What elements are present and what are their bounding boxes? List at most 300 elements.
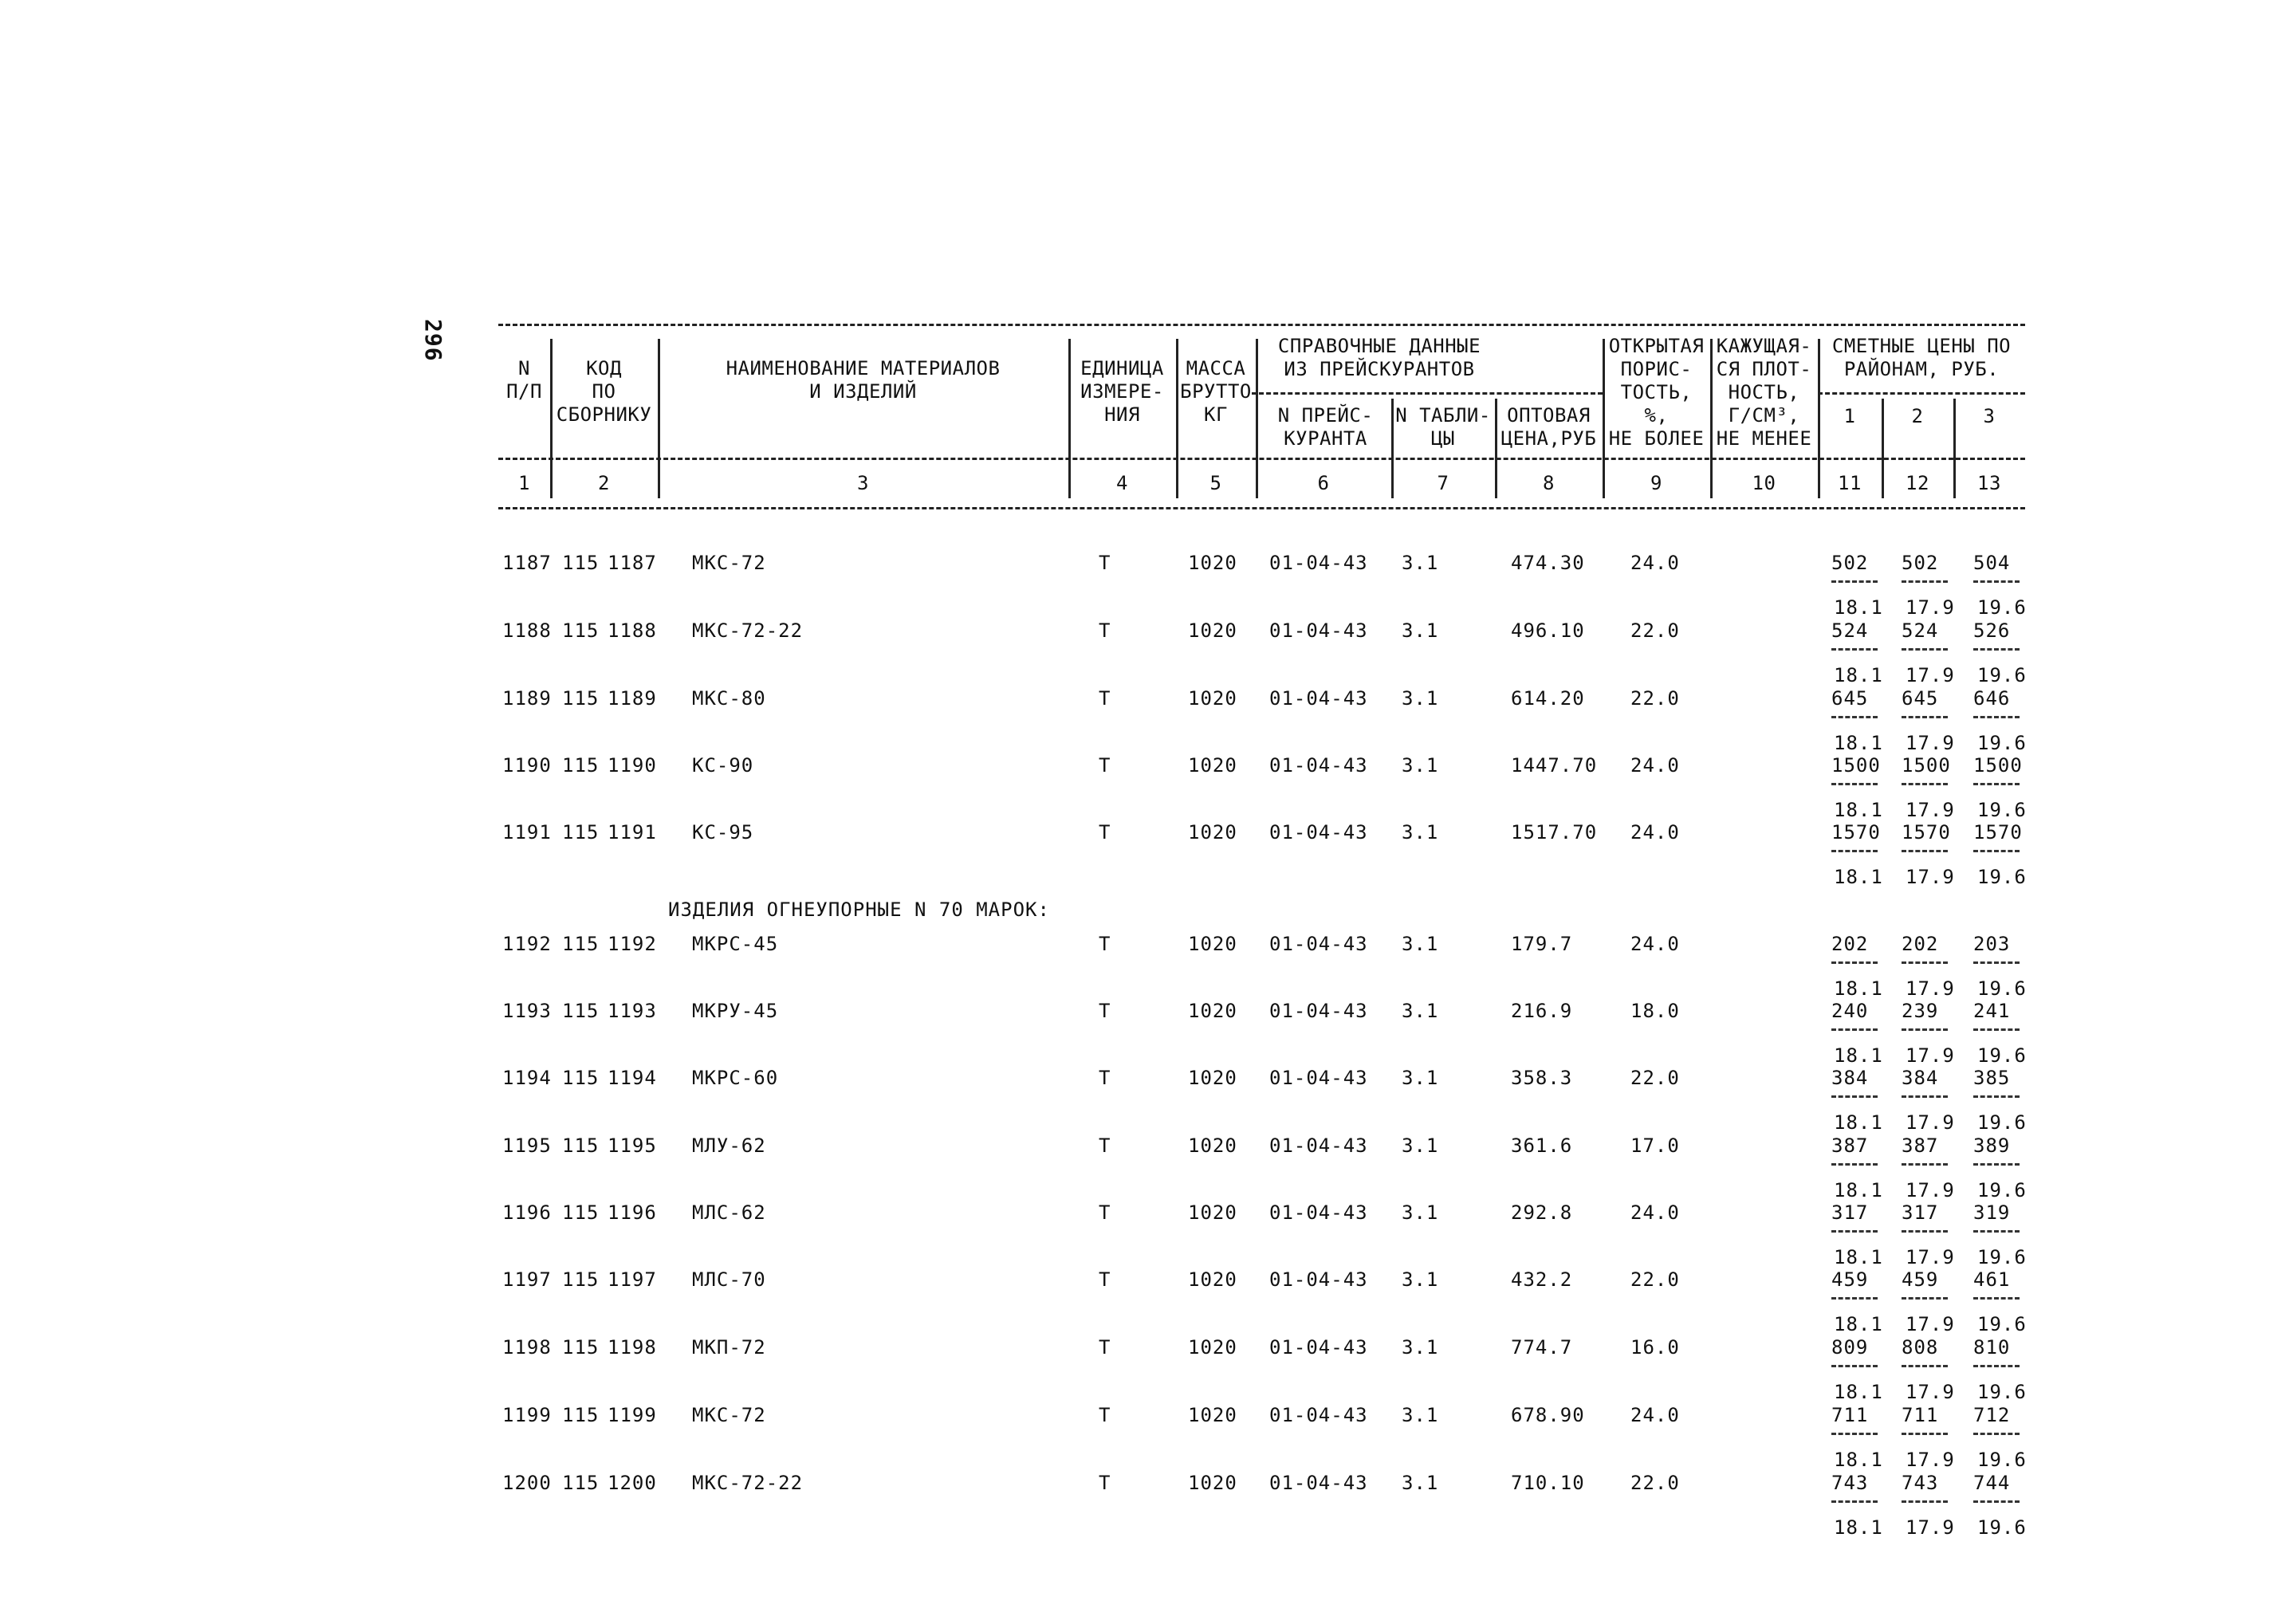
col-num: 7: [1437, 472, 1449, 494]
cell-name: МКРС-45: [692, 933, 779, 955]
cell-price-region-1: 524: [1831, 619, 1869, 642]
header-prices-group: СМЕТНЫЕ ЦЕНЫ ПО РАЙОНАМ, РУБ.: [1831, 335, 2012, 380]
cell-price-region-1: 387: [1831, 1134, 1869, 1157]
cell-table: 3.1: [1402, 1067, 1439, 1089]
header-name: НАИМЕНОВАНИЕ МАТЕРИАЛОВ И ИЗДЕЛИЙ: [726, 357, 1001, 403]
cell-code-item: 1195: [608, 1134, 657, 1157]
cell-price-region-3: 241: [1973, 1000, 2011, 1022]
cell-price-region-3: 744: [1973, 1472, 2011, 1494]
cell-coef-region-1: 18.1: [1834, 1111, 1883, 1134]
cell-coef-region-2: 17.9: [1906, 1044, 1955, 1067]
cell-coef-region-3: 19.6: [1977, 1516, 2027, 1539]
cell-porosity: 24.0: [1630, 1404, 1680, 1426]
cell-price-list: 01-04-43: [1269, 1268, 1368, 1291]
cell-coef-region-2: 17.9: [1906, 799, 1955, 821]
cell-coef-region-1: 18.1: [1834, 1313, 1883, 1335]
cell-porosity: 22.0: [1630, 619, 1680, 642]
cell-table: 3.1: [1402, 754, 1439, 777]
cell-unit: Т: [1099, 1067, 1111, 1089]
fraction-rule: [1902, 1365, 1948, 1367]
cell-wholesale: 1447.70: [1511, 754, 1598, 777]
header-region-3: 3: [1983, 405, 1996, 427]
cell-porosity: 24.0: [1630, 933, 1680, 955]
cell-coef-region-2: 17.9: [1906, 1179, 1955, 1201]
cell-unit: Т: [1099, 1134, 1111, 1157]
cell-code-item: 1199: [608, 1404, 657, 1426]
cell-coef-region-2: 17.9: [1906, 1449, 1955, 1471]
cell-code-item: 1198: [608, 1336, 657, 1359]
cell-price-list: 01-04-43: [1269, 1201, 1368, 1224]
cell-coef-region-1: 18.1: [1834, 732, 1883, 754]
cell-mass: 1020: [1188, 1067, 1237, 1089]
fraction-rule: [1902, 1163, 1948, 1166]
cell-price-list: 01-04-43: [1269, 552, 1368, 574]
fraction-rule: [1902, 1297, 1948, 1300]
cell-unit: Т: [1099, 1336, 1111, 1359]
cell-wholesale: 474.30: [1511, 552, 1585, 574]
fraction-rule: [1973, 961, 2020, 964]
cell-code-group: 115: [562, 1268, 600, 1291]
cell-price-list: 01-04-43: [1269, 933, 1368, 955]
cell-porosity: 24.0: [1630, 1201, 1680, 1224]
cell-code-item: 1187: [608, 552, 657, 574]
header-porosity: ОТКРЫТАЯ ПОРИС- ТОСТЬ, %, НЕ БОЛЕЕ: [1608, 335, 1705, 450]
header-top-rule: [498, 324, 2025, 326]
cell-price-region-3: 504: [1973, 552, 2011, 574]
col-num: 2: [598, 472, 610, 494]
cell-coef-region-3: 19.6: [1977, 1449, 2027, 1471]
cell-wholesale: 614.20: [1511, 687, 1585, 710]
cell-price-region-1: 711: [1831, 1404, 1869, 1426]
fraction-rule: [1831, 783, 1878, 785]
cell-n: 1188: [502, 619, 552, 642]
header-mass: МАССА БРУТТО КГ: [1180, 357, 1252, 426]
cell-coef-region-3: 19.6: [1977, 977, 2027, 1000]
fraction-rule: [1902, 1230, 1948, 1233]
cell-table: 3.1: [1402, 687, 1439, 710]
cell-name: МЛС-62: [692, 1201, 766, 1224]
cell-price-region-1: 743: [1831, 1472, 1869, 1494]
col-num: 8: [1543, 472, 1555, 494]
cell-coef-region-2: 17.9: [1906, 732, 1955, 754]
fraction-rule: [1902, 783, 1948, 785]
cell-coef-region-3: 19.6: [1977, 596, 2027, 619]
header-region-2: 2: [1911, 405, 1924, 427]
cell-code-item: 1189: [608, 687, 657, 710]
fraction-rule: [1831, 850, 1878, 852]
cell-code-item: 1197: [608, 1268, 657, 1291]
cell-mass: 1020: [1188, 1268, 1237, 1291]
cell-price-region-1: 317: [1831, 1201, 1869, 1224]
cell-name: МЛУ-62: [692, 1134, 766, 1157]
cell-price-region-1: 1500: [1831, 754, 1881, 777]
fraction-rule: [1973, 1028, 2020, 1031]
cell-code-item: 1191: [608, 821, 657, 843]
cell-n: 1200: [502, 1472, 552, 1494]
cell-table: 3.1: [1402, 1134, 1439, 1157]
cell-price-list: 01-04-43: [1269, 821, 1368, 843]
fraction-rule: [1831, 1095, 1878, 1098]
cell-coef-region-1: 18.1: [1834, 1179, 1883, 1201]
fraction-rule: [1831, 1297, 1878, 1300]
cell-price-list: 01-04-43: [1269, 1134, 1368, 1157]
cell-price-region-2: 384: [1902, 1067, 1939, 1089]
cell-table: 3.1: [1402, 1404, 1439, 1426]
cell-wholesale: 774.7: [1511, 1336, 1573, 1359]
cell-coef-region-1: 18.1: [1834, 664, 1883, 686]
header-n: N П/П: [506, 357, 542, 403]
cell-coef-region-1: 18.1: [1834, 1449, 1883, 1471]
cell-price-region-1: 459: [1831, 1268, 1869, 1291]
cell-price-region-1: 384: [1831, 1067, 1869, 1089]
cell-code-group: 115: [562, 1000, 600, 1022]
fraction-rule: [1831, 1230, 1878, 1233]
cell-porosity: 18.0: [1630, 1000, 1680, 1022]
cell-mass: 1020: [1188, 552, 1237, 574]
cell-porosity: 24.0: [1630, 821, 1680, 843]
cell-price-region-3: 461: [1973, 1268, 2011, 1291]
cell-name: МКС-72-22: [692, 1472, 804, 1494]
cell-n: 1190: [502, 754, 552, 777]
cell-wholesale: 361.6: [1511, 1134, 1573, 1157]
cell-coef-region-3: 19.6: [1977, 1381, 2027, 1403]
cell-unit: Т: [1099, 552, 1111, 574]
cell-wholesale: 358.3: [1511, 1067, 1573, 1089]
cell-wholesale: 678.90: [1511, 1404, 1585, 1426]
cell-n: 1198: [502, 1336, 552, 1359]
header-table: N ТАБЛИ- ЦЫ: [1395, 404, 1491, 450]
cell-price-list: 01-04-43: [1269, 619, 1368, 642]
cell-porosity: 16.0: [1630, 1336, 1680, 1359]
fraction-rule: [1973, 783, 2020, 785]
fraction-rule: [1973, 580, 2020, 583]
cell-unit: Т: [1099, 1201, 1111, 1224]
col-num: 3: [857, 472, 869, 494]
cell-price-region-1: 809: [1831, 1336, 1869, 1359]
fraction-rule: [1973, 1365, 2020, 1367]
fraction-rule: [1973, 716, 2020, 718]
cell-porosity: 22.0: [1630, 1268, 1680, 1291]
cell-wholesale: 179.7: [1511, 933, 1573, 955]
cell-code-item: 1193: [608, 1000, 657, 1022]
header-wholesale: ОПТОВАЯ ЦЕНА,РУБ: [1500, 404, 1597, 450]
fraction-rule: [1973, 850, 2020, 852]
cell-table: 3.1: [1402, 1472, 1439, 1494]
cell-porosity: 24.0: [1630, 754, 1680, 777]
cell-price-region-1: 502: [1831, 552, 1869, 574]
fraction-rule: [1831, 1163, 1878, 1166]
cell-price-region-2: 202: [1902, 933, 1939, 955]
cell-coef-region-1: 18.1: [1834, 1381, 1883, 1403]
cell-name: КС-90: [692, 754, 754, 777]
cell-code-item: 1190: [608, 754, 657, 777]
page-number: 296: [420, 319, 446, 362]
cell-table: 3.1: [1402, 619, 1439, 642]
fraction-rule: [1831, 648, 1878, 651]
cell-price-region-3: 319: [1973, 1201, 2011, 1224]
header-density: КАЖУЩАЯ- СЯ ПЛОТ- НОСТЬ, Г/СМ³, НЕ МЕНЕЕ: [1716, 335, 1812, 450]
cell-coef-region-2: 17.9: [1906, 596, 1955, 619]
cell-unit: Т: [1099, 1268, 1111, 1291]
cell-wholesale: 216.9: [1511, 1000, 1573, 1022]
cell-table: 3.1: [1402, 821, 1439, 843]
header-ref-group: СПРАВОЧНЫЕ ДАННЫЕ ИЗ ПРЕЙСКУРАНТОВ: [1277, 335, 1481, 380]
cell-price-region-2: 1500: [1902, 754, 1951, 777]
cell-mass: 1020: [1188, 687, 1237, 710]
cell-n: 1189: [502, 687, 552, 710]
cell-price-list: 01-04-43: [1269, 754, 1368, 777]
cell-coef-region-1: 18.1: [1834, 1044, 1883, 1067]
cell-coef-region-3: 19.6: [1977, 799, 2027, 821]
cell-coef-region-2: 17.9: [1906, 1246, 1955, 1268]
cell-code-group: 115: [562, 687, 600, 710]
cell-name: МКС-72: [692, 1404, 766, 1426]
cell-n: 1196: [502, 1201, 552, 1224]
header-bottom-rule: [498, 507, 2025, 509]
cell-table: 3.1: [1402, 1201, 1439, 1224]
cell-coef-region-2: 17.9: [1906, 866, 1955, 888]
fraction-rule: [1831, 1028, 1878, 1031]
header-region-1: 1: [1843, 405, 1856, 427]
cell-mass: 1020: [1188, 754, 1237, 777]
cell-price-region-2: 645: [1902, 687, 1939, 710]
cell-mass: 1020: [1188, 1134, 1237, 1157]
cell-wholesale: 432.2: [1511, 1268, 1573, 1291]
cell-n: 1191: [502, 821, 552, 843]
cell-porosity: 22.0: [1630, 1067, 1680, 1089]
cell-porosity: 24.0: [1630, 552, 1680, 574]
cell-code-group: 115: [562, 821, 600, 843]
cell-coef-region-3: 19.6: [1977, 1179, 2027, 1201]
cell-mass: 1020: [1188, 1201, 1237, 1224]
cell-price-region-3: 1500: [1973, 754, 2023, 777]
cell-mass: 1020: [1188, 1404, 1237, 1426]
cell-porosity: 17.0: [1630, 1134, 1680, 1157]
cell-coef-region-2: 17.9: [1906, 1381, 1955, 1403]
cell-code-group: 115: [562, 619, 600, 642]
cell-n: 1199: [502, 1404, 552, 1426]
cell-mass: 1020: [1188, 1472, 1237, 1494]
cell-unit: Т: [1099, 933, 1111, 955]
col-num: 10: [1752, 472, 1776, 494]
header-code: КОД ПО СБОРНИКУ: [556, 357, 652, 426]
cell-price-list: 01-04-43: [1269, 1067, 1368, 1089]
cell-code-group: 115: [562, 933, 600, 955]
cell-coef-region-3: 19.6: [1977, 866, 2027, 888]
cell-price-region-3: 526: [1973, 619, 2011, 642]
cell-coef-region-3: 19.6: [1977, 732, 2027, 754]
fraction-rule: [1973, 1095, 2020, 1098]
header-price-list: N ПРЕЙС- КУРАНТА: [1277, 404, 1374, 450]
cell-n: 1192: [502, 933, 552, 955]
header-unit: ЕДИНИЦА ИЗМЕРЕ- НИЯ: [1080, 357, 1164, 426]
col-num: 11: [1838, 472, 1862, 494]
cell-unit: Т: [1099, 619, 1111, 642]
fraction-rule: [1973, 1433, 2020, 1435]
cell-price-region-3: 1570: [1973, 821, 2023, 843]
fraction-rule: [1831, 580, 1878, 583]
cell-code-item: 1188: [608, 619, 657, 642]
cell-code-item: 1194: [608, 1067, 657, 1089]
cell-price-region-1: 240: [1831, 1000, 1869, 1022]
cell-coef-region-3: 19.6: [1977, 1111, 2027, 1134]
cell-name: МЛС-70: [692, 1268, 766, 1291]
cell-price-region-3: 712: [1973, 1404, 2011, 1426]
cell-code-group: 115: [562, 552, 600, 574]
cell-mass: 1020: [1188, 821, 1237, 843]
cell-n: 1194: [502, 1067, 552, 1089]
cell-mass: 1020: [1188, 619, 1237, 642]
col-num: 6: [1317, 472, 1330, 494]
cell-code-group: 115: [562, 1472, 600, 1494]
cell-code-item: 1200: [608, 1472, 657, 1494]
cell-code-group: 115: [562, 1067, 600, 1089]
cell-name: МКРС-60: [692, 1067, 779, 1089]
fraction-rule: [1973, 1163, 2020, 1166]
cell-name: КС-95: [692, 821, 754, 843]
cell-coef-region-2: 17.9: [1906, 1313, 1955, 1335]
prices-group-rule: [1818, 392, 2025, 395]
cell-price-region-2: 239: [1902, 1000, 1939, 1022]
cell-n: 1187: [502, 552, 552, 574]
cell-coef-region-2: 17.9: [1906, 1516, 1955, 1539]
cell-n: 1195: [502, 1134, 552, 1157]
cell-coef-region-3: 19.6: [1977, 1313, 2027, 1335]
col-num: 12: [1906, 472, 1929, 494]
cell-name: МКС-72-22: [692, 619, 804, 642]
col-num: 9: [1650, 472, 1662, 494]
cell-name: МКС-72: [692, 552, 766, 574]
cell-wholesale: 496.10: [1511, 619, 1585, 642]
fraction-rule: [1902, 1500, 1948, 1503]
cell-name: МКРУ-45: [692, 1000, 779, 1022]
header-sub-rule: [498, 458, 2025, 460]
cell-wholesale: 292.8: [1511, 1201, 1573, 1224]
cell-code-item: 1196: [608, 1201, 657, 1224]
cell-code-group: 115: [562, 1201, 600, 1224]
cell-price-region-1: 1570: [1831, 821, 1881, 843]
cell-coef-region-3: 19.6: [1977, 1044, 2027, 1067]
cell-price-region-2: 524: [1902, 619, 1939, 642]
cell-table: 3.1: [1402, 933, 1439, 955]
cell-coef-region-1: 18.1: [1834, 866, 1883, 888]
fraction-rule: [1902, 850, 1948, 852]
cell-price-region-3: 810: [1973, 1336, 2011, 1359]
fraction-rule: [1902, 648, 1948, 651]
cell-price-region-3: 389: [1973, 1134, 2011, 1157]
cell-unit: Т: [1099, 1000, 1111, 1022]
fraction-rule: [1902, 1095, 1948, 1098]
ref-group-rule: [1252, 392, 1603, 395]
cell-coef-region-2: 17.9: [1906, 1111, 1955, 1134]
fraction-rule: [1831, 1365, 1878, 1367]
cell-name: МКП-72: [692, 1336, 766, 1359]
cell-price-list: 01-04-43: [1269, 687, 1368, 710]
cell-price-region-2: 459: [1902, 1268, 1939, 1291]
cell-price-region-2: 711: [1902, 1404, 1939, 1426]
col-num: 1: [518, 472, 530, 494]
fraction-rule: [1973, 1297, 2020, 1300]
cell-table: 3.1: [1402, 1336, 1439, 1359]
cell-price-list: 01-04-43: [1269, 1000, 1368, 1022]
cell-unit: Т: [1099, 687, 1111, 710]
cell-price-region-2: 317: [1902, 1201, 1939, 1224]
cell-mass: 1020: [1188, 933, 1237, 955]
cell-price-region-3: 385: [1973, 1067, 2011, 1089]
fraction-rule: [1831, 1433, 1878, 1435]
cell-price-list: 01-04-43: [1269, 1336, 1368, 1359]
cell-price-region-1: 202: [1831, 933, 1869, 955]
cell-code-group: 115: [562, 1404, 600, 1426]
col-num: 13: [1977, 472, 2001, 494]
cell-price-region-3: 203: [1973, 933, 2011, 955]
cell-table: 3.1: [1402, 552, 1439, 574]
cell-price-region-2: 743: [1902, 1472, 1939, 1494]
cell-unit: Т: [1099, 1404, 1111, 1426]
col-num: 4: [1116, 472, 1128, 494]
cell-code-item: 1192: [608, 933, 657, 955]
cell-code-group: 115: [562, 754, 600, 777]
cell-porosity: 22.0: [1630, 1472, 1680, 1494]
fraction-rule: [1973, 1230, 2020, 1233]
cell-wholesale: 1517.70: [1511, 821, 1598, 843]
cell-price-region-2: 387: [1902, 1134, 1939, 1157]
cell-coef-region-3: 19.6: [1977, 664, 2027, 686]
cell-unit: Т: [1099, 821, 1111, 843]
cell-coef-region-1: 18.1: [1834, 977, 1883, 1000]
cell-table: 3.1: [1402, 1268, 1439, 1291]
cell-table: 3.1: [1402, 1000, 1439, 1022]
cell-wholesale: 710.10: [1511, 1472, 1585, 1494]
cell-name: МКС-80: [692, 687, 766, 710]
fraction-rule: [1902, 1028, 1948, 1031]
col-num: 5: [1209, 472, 1222, 494]
section-title: ИЗДЕЛИЯ ОГНЕУПОРНЫЕ N 70 МАРОК:: [668, 899, 1050, 921]
fraction-rule: [1902, 716, 1948, 718]
cell-unit: Т: [1099, 754, 1111, 777]
fraction-rule: [1973, 648, 2020, 651]
fraction-rule: [1973, 1500, 2020, 1503]
cell-code-group: 115: [562, 1134, 600, 1157]
cell-coef-region-1: 18.1: [1834, 799, 1883, 821]
cell-coef-region-1: 18.1: [1834, 1246, 1883, 1268]
fraction-rule: [1902, 1433, 1948, 1435]
cell-price-region-2: 808: [1902, 1336, 1939, 1359]
cell-unit: Т: [1099, 1472, 1111, 1494]
cell-mass: 1020: [1188, 1000, 1237, 1022]
cell-mass: 1020: [1188, 1336, 1237, 1359]
fraction-rule: [1831, 716, 1878, 718]
cell-coef-region-3: 19.6: [1977, 1246, 2027, 1268]
cell-price-region-2: 1570: [1902, 821, 1951, 843]
cell-price-region-2: 502: [1902, 552, 1939, 574]
cell-price-list: 01-04-43: [1269, 1404, 1368, 1426]
cell-coef-region-1: 18.1: [1834, 596, 1883, 619]
cell-price-region-3: 646: [1973, 687, 2011, 710]
fraction-rule: [1831, 961, 1878, 964]
cell-porosity: 22.0: [1630, 687, 1680, 710]
cell-coef-region-2: 17.9: [1906, 977, 1955, 1000]
fraction-rule: [1902, 580, 1948, 583]
cell-n: 1197: [502, 1268, 552, 1291]
cell-price-region-1: 645: [1831, 687, 1869, 710]
cell-n: 1193: [502, 1000, 552, 1022]
cell-coef-region-2: 17.9: [1906, 664, 1955, 686]
fraction-rule: [1902, 961, 1948, 964]
fraction-rule: [1831, 1500, 1878, 1503]
cell-price-list: 01-04-43: [1269, 1472, 1368, 1494]
cell-coef-region-1: 18.1: [1834, 1516, 1883, 1539]
